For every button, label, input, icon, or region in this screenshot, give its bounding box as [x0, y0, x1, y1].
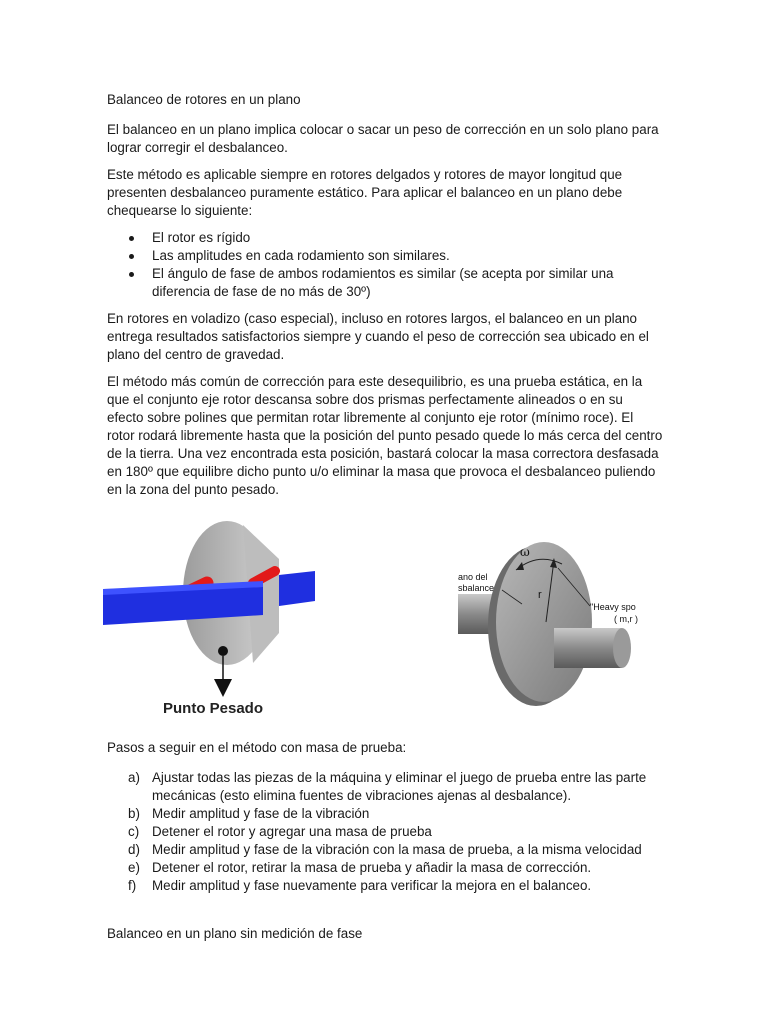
- omega-label: ω: [520, 545, 530, 559]
- step-item: e) Detener el rotor, retirar la masa de prueba y añadir la masa de corrección.: [128, 860, 592, 875]
- checklist-item: El ángulo de fase de ambos rodamientos es similar (se acepta por similar una diferencia de fase de no más de 30º): [107, 265, 663, 301]
- section-title: Balanceo de rotores en un plano: [107, 92, 301, 107]
- paragraph-1: El balanceo en un plano implica colocar o sacar un peso de corrección en un solo plano para lograr corregir el desbalanceo.: [107, 122, 659, 155]
- steps-title: Pasos a seguir en el método con masa de prueba:: [107, 740, 407, 755]
- subsection-title: Balanceo en un plano sin medición de fase: [107, 926, 363, 941]
- heavy-spot-label: "Heavy spo: [590, 602, 636, 612]
- paragraph-4: El método más común de corrección para este desequilibrio, es una prueba estática, en la que el conjunto eje rotor descansa sobre dos prismas perfectamente alineados o en su efecto sobre polines que permitan rotar libremente al conjunto eje rotor (mínimo roce). El rotor rodará libremente hasta que la posición del punto pesado quede lo más cerca del centro de la tierra. Una vez encontrada esta posición, bastará colocar la masa correctora desfasada en 180º que equilibre dicho punto u/o eliminar la masa que provoca el desbalanceo puliendo en la zona del punto pesado.: [107, 374, 663, 497]
- bullet-icon: [129, 272, 134, 277]
- checklist-item: El rotor es rígido: [107, 229, 663, 247]
- checklist-item: Las amplitudes en cada rodamiento son similares.: [107, 247, 663, 265]
- document-content: [107, 91, 663, 952]
- static-balance-figure: [103, 529, 315, 717]
- step-item: f) Medir amplitud y fase nuevamente para verificar la mejora en el balanceo.: [128, 878, 592, 893]
- step-item: c) Detener el rotor y agregar una masa de prueba: [128, 824, 432, 839]
- step-item: a) Ajustar todas las piezas de la máquina y eliminar el juego de prueba entre las parte mecánicas (esto elimina fuentes de vibraciones ajenas al desbalance).: [128, 770, 647, 803]
- unbalance-plane-figure: [458, 534, 648, 709]
- paragraph-3: En rotores en voladizo (caso especial), incluso en rotores largos, el balanceo en un plano entrega resultados satisfactorios siempre y cuando el peso de corrección sea ubicado en el plano del centro de gravedad.: [107, 311, 649, 362]
- checklist: [107, 229, 663, 301]
- steps-list: [107, 769, 663, 895]
- bullet-icon: [129, 236, 134, 241]
- figures-row: [103, 529, 663, 739]
- step-item: b) Medir amplitud y fase de la vibración: [128, 806, 370, 821]
- step-item: d) Medir amplitud y fase de la vibración con la masa de prueba, a la misma velocidad: [128, 842, 642, 857]
- mass-radius-label: ( m,r ): [614, 614, 638, 624]
- radius-label: r: [538, 589, 542, 601]
- plane-label: ano del: [458, 572, 488, 582]
- paragraph-2: Este método es aplicable siempre en rotores delgados y rotores de mayor longitud que presenten desbalanceo puramente estático. Para aplicar el balanceo en un plano debe chequearse lo siguiente:: [107, 167, 623, 218]
- bullet-icon: [129, 254, 134, 259]
- plane-label-2: sbalance: [458, 583, 495, 593]
- heavy-point-caption: Punto Pesado: [163, 700, 264, 717]
